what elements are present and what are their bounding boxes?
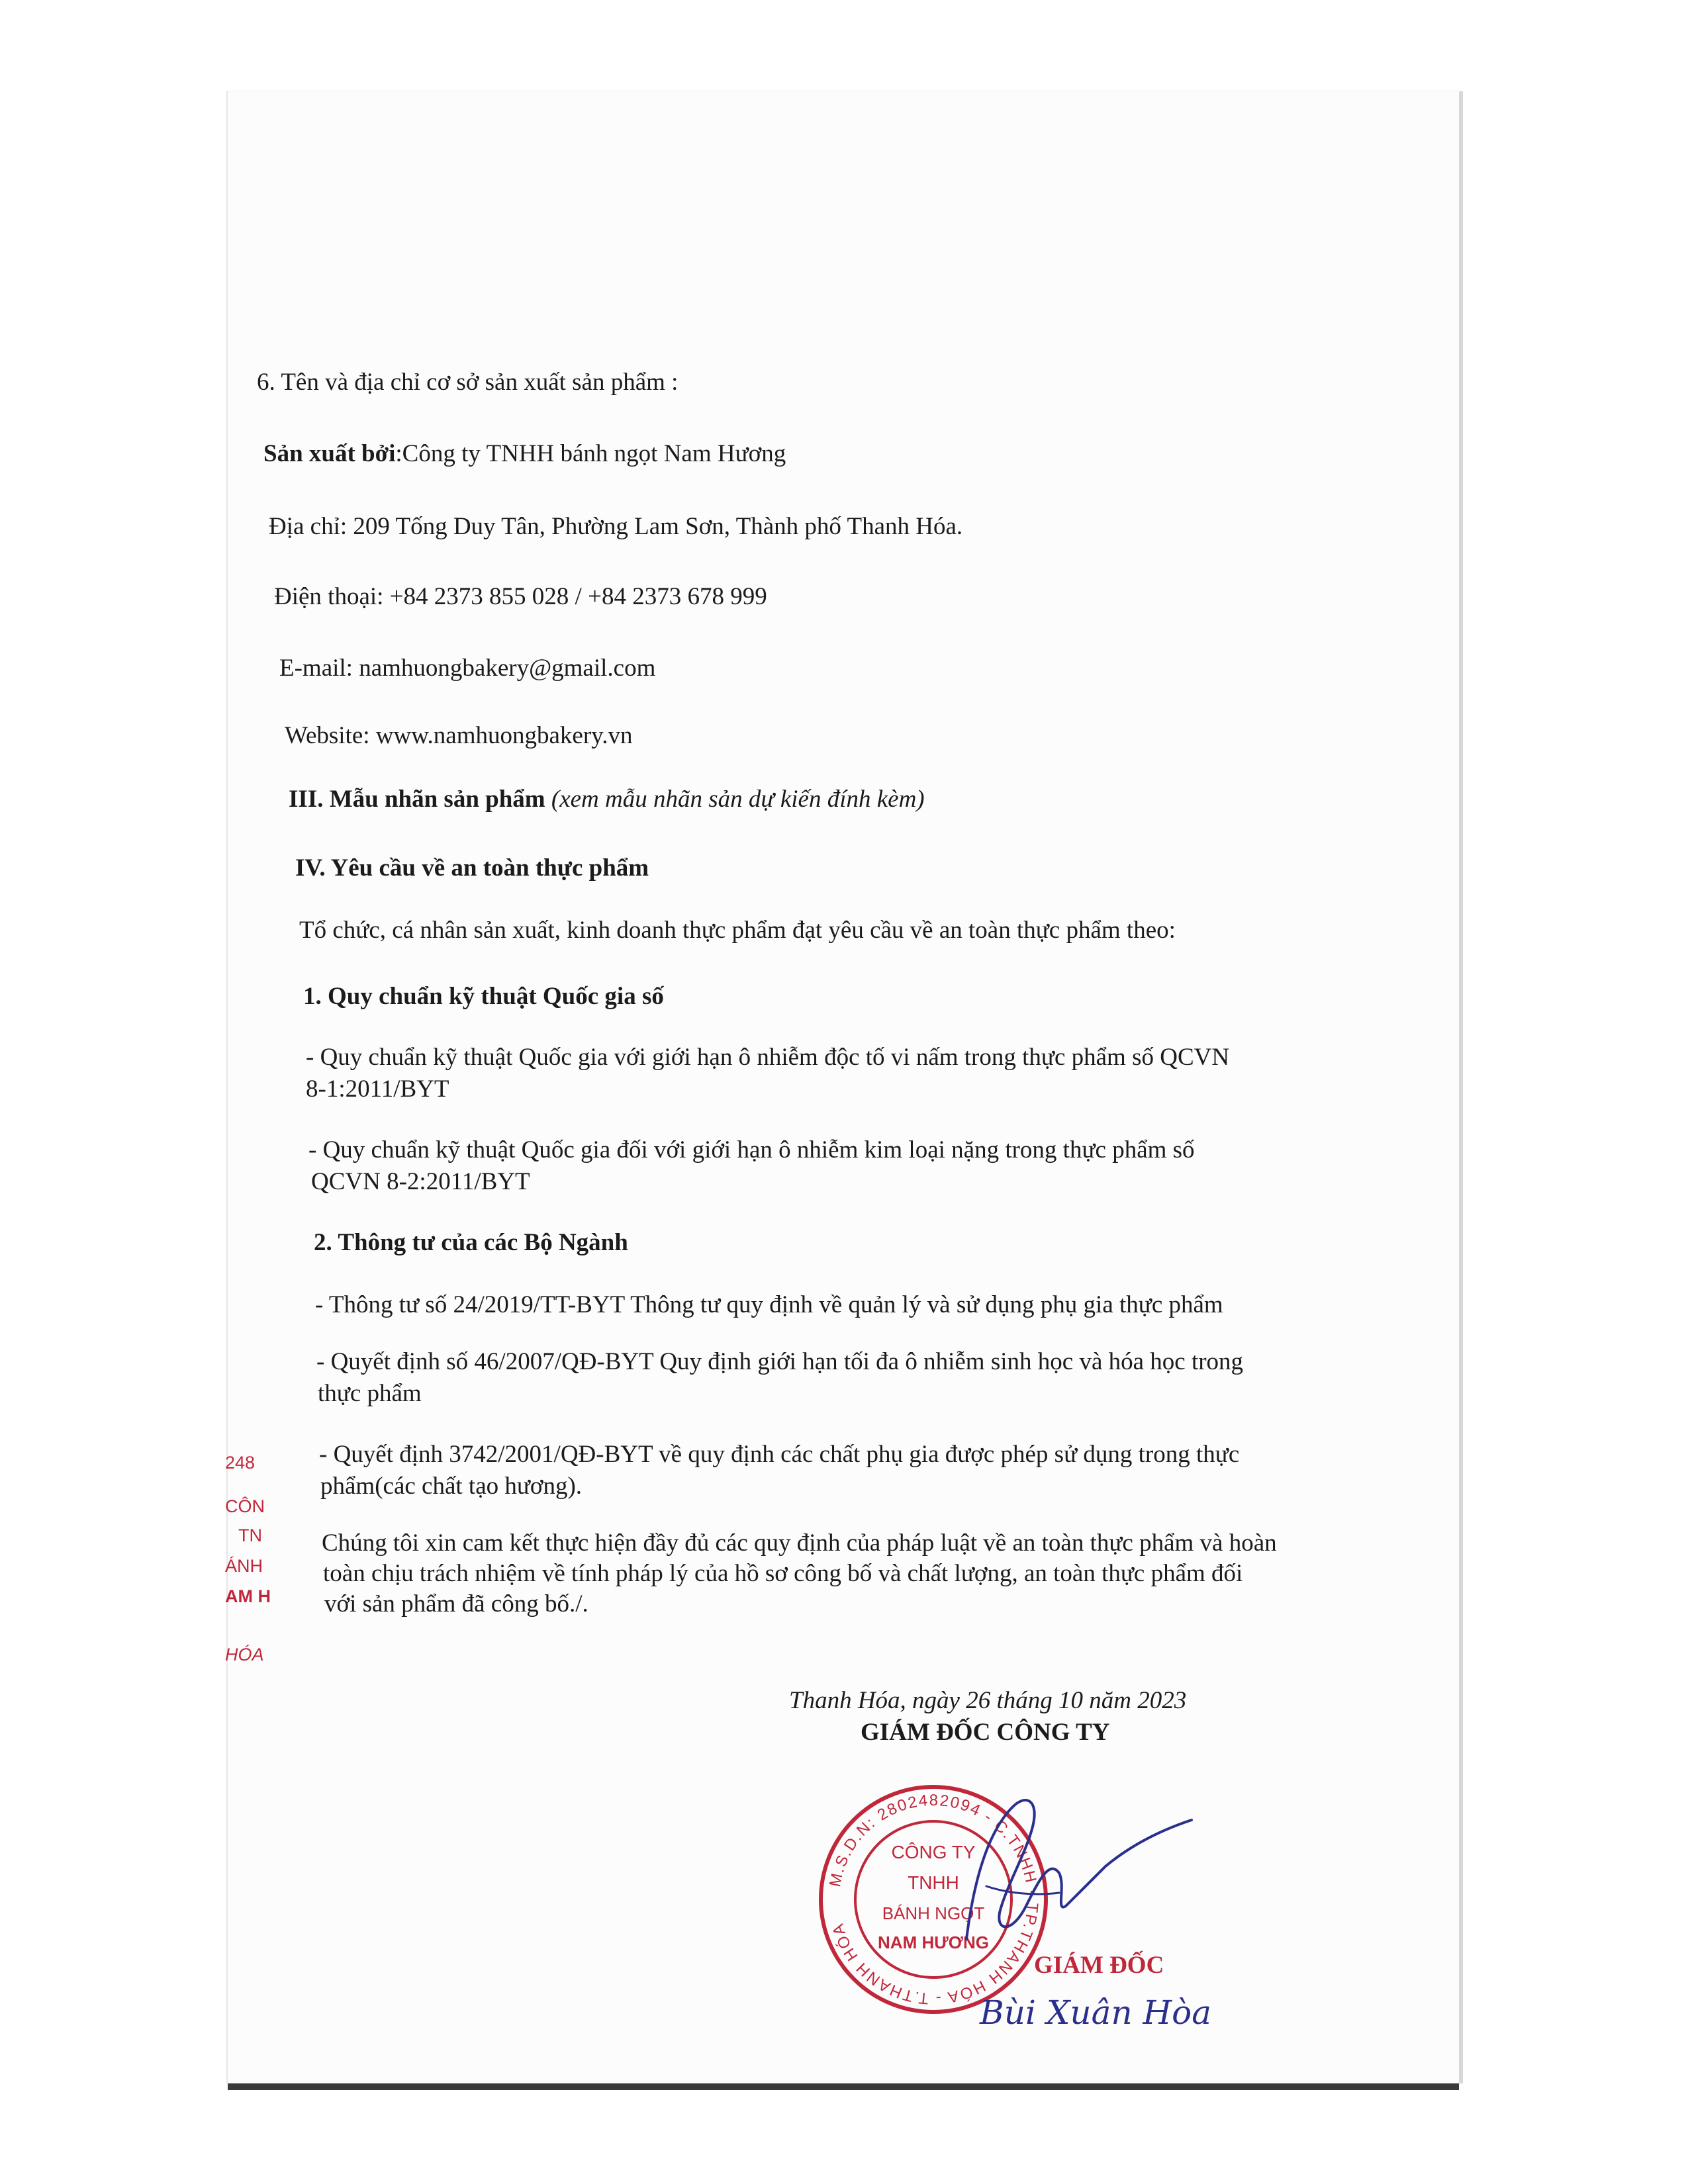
sub1-item1-line2: 8-1:2011/BYT [306, 1075, 449, 1103]
website: Website: www.namhuongbakery.vn [285, 722, 633, 749]
commit-line2: toàn chịu trách nhiệm về tính pháp lý của hồ sơ công bố và chất lượng, an toàn thực phẩm đối [323, 1560, 1243, 1587]
left-stamp-text: HÓA [225, 1645, 264, 1664]
left-stamp-text: AM H [225, 1586, 271, 1606]
commit-line1: Chúng tôi xin cam kết thực hiện đầy đủ các quy định của pháp luật về an toàn thực phẩm và hoàn [322, 1529, 1277, 1557]
stamp-line: TNHH [908, 1872, 959, 1893]
sub1-item2-line2: QCVN 8-2:2011/BYT [311, 1168, 530, 1195]
director-role: GIÁM ĐỐC [1034, 1952, 1164, 1979]
section6-heading: 6. Tên và địa chỉ cơ sở sản xuất sản phẩm : [257, 369, 679, 396]
director-name: Bùi Xuân Hòa [980, 1993, 1212, 2032]
sub2-heading: 2. Thông tư của các Bộ Ngành [314, 1229, 628, 1256]
left-stamp-text: ÁNH [225, 1556, 263, 1576]
section3 [289, 785, 925, 814]
signature-scribble [927, 1780, 1205, 1952]
sub2-item3-line1: - Quyết định 3742/2001/QĐ-BYT về quy định các chất phụ gia được phép sử dụng trong thực [319, 1441, 1240, 1468]
produced-by-value: :Công ty TNHH bánh ngọt Nam Hương [395, 440, 786, 467]
commit-line3: với sản phẩm đã công bố./. [324, 1590, 588, 1617]
phone: Điện thoại: +84 2373 855 028 / +84 2373 678 999 [274, 583, 767, 610]
sub2-item2-line2: thực phẩm [318, 1380, 422, 1407]
left-stamp-text: CÔN [225, 1496, 265, 1516]
sub2-item3-line2: phẩm(các chất tạo hương). [320, 1473, 583, 1500]
email: E-mail: namhuongbakery@gmail.com [279, 655, 656, 682]
address: Địa chỉ: 209 Tống Duy Tân, Phường Lam Sơn, Thành phố Thanh Hóa. [269, 513, 963, 540]
page-bottom-edge [228, 2083, 1459, 2090]
section3-note: (xem mẫu nhãn sản dự kiến đính kèm) [551, 786, 925, 813]
produced-by-label: Sản xuất bởi [263, 440, 396, 467]
left-stamp-text: TN [238, 1525, 262, 1545]
sub2-item2-line1: - Quyết định số 46/2007/QĐ-BYT Quy định giới hạn tối đa ô nhiễm sinh học và hóa học trong [316, 1348, 1244, 1375]
stamp-line: NAM HƯƠNG [878, 1933, 989, 1952]
stamp-line: CÔNG TY [891, 1842, 976, 1862]
stamp-line: BÁNH NGỌT [882, 1903, 985, 1923]
sub1-item1-line1: - Quy chuẩn kỹ thuật Quốc gia với giới hạn ô nhiễm độc tố vi nấm trong thực phẩm số QCVN [306, 1044, 1230, 1071]
sub1-heading: 1. Quy chuẩn kỹ thuật Quốc gia số [303, 983, 664, 1010]
sub1-item2-line1: - Quy chuẩn kỹ thuật Quốc gia đối với giới hạn ô nhiễm kim loại nặng trong thực phẩm số [308, 1136, 1195, 1163]
produced-by [263, 439, 786, 469]
section3-heading: III. Mẫu nhãn sản phẩm [289, 786, 545, 813]
section4-heading: IV. Yêu cầu về an toàn thực phẩm [295, 854, 649, 882]
sub2-item1: - Thông tư số 24/2019/TT-BYT Thông tư quy định về quản lý và sử dụng phụ gia thực phẩm [315, 1291, 1223, 1318]
section4-intro: Tổ chức, cá nhân sản xuất, kinh doanh thực phẩm đạt yêu cầu về an toàn thực phẩm theo: [299, 917, 1176, 944]
page-edge [1459, 91, 1463, 2083]
place-date: Thanh Hóa, ngày 26 tháng 10 năm 2023 [789, 1687, 1187, 1714]
left-stamp-text: 248 [225, 1453, 256, 1473]
signature-title: GIÁM ĐỐC CÔNG TY [861, 1719, 1110, 1746]
stamp-ring-text: M.S.D.N: 2802482094 - C.TNHH - TP.THANH HÓA - T.THANH HÓA [826, 1791, 1042, 2008]
